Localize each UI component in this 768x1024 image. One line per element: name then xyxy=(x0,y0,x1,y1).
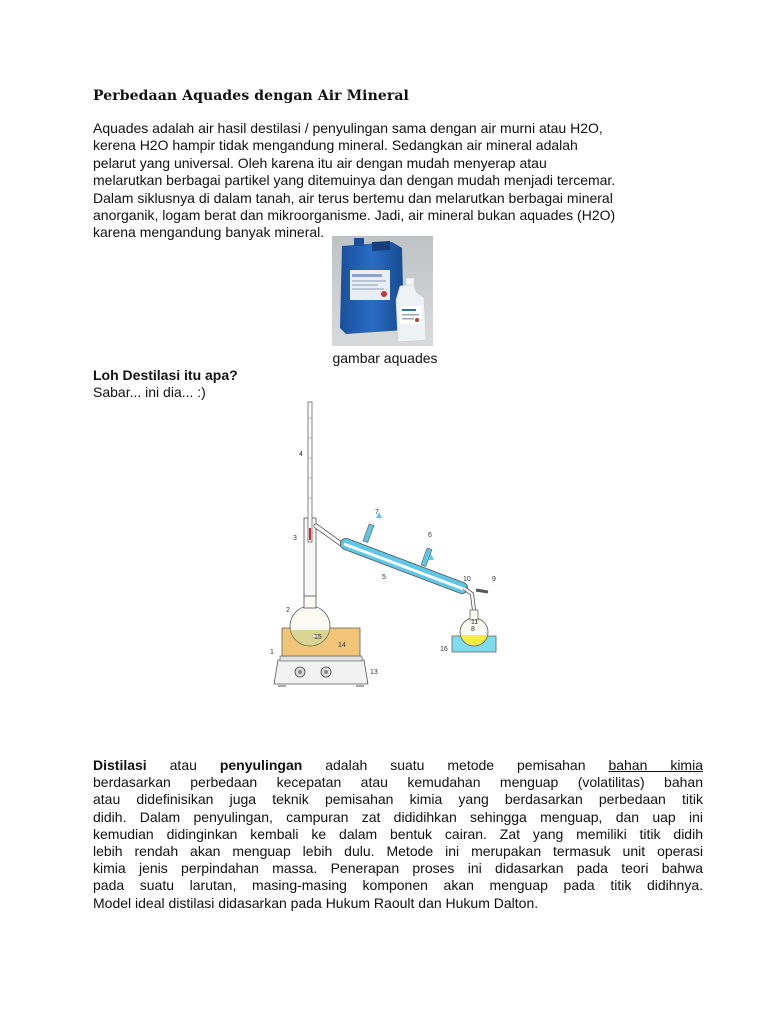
svg-text:1: 1 xyxy=(270,649,274,656)
paragraph-line: karena mengandung banyak mineral. xyxy=(93,224,325,241)
paragraph-distilasi xyxy=(93,757,703,912)
svg-text:2: 2 xyxy=(286,607,290,614)
caption-text: gambar aquades xyxy=(332,350,438,366)
paragraph-line: pada suatu larutan, masing-masing komponen akan menguap pada titik didihnya. xyxy=(93,877,703,894)
image-caption xyxy=(0,350,768,366)
svg-text:7: 7 xyxy=(375,509,379,516)
condenser-icon xyxy=(344,512,466,590)
paragraph-line: kimia jenis perpindahan massa. Penerapan proses ini didasarkan pada teori bahwa xyxy=(93,860,703,877)
section-heading: Loh Destilasi itu apa? xyxy=(93,367,238,383)
svg-text:6: 6 xyxy=(428,532,432,539)
paragraph-line: atau didefinisikan juga teknik pemisahan kimia yang berdasarkan perbedaan titik xyxy=(93,791,703,808)
line1-text: adalah suatu metode pemisahan xyxy=(325,757,586,773)
word-atau: atau xyxy=(169,757,197,773)
distillation-diagram xyxy=(266,398,516,690)
svg-text:3: 3 xyxy=(293,535,297,542)
paragraph-line: Dalam siklusnya di dalam tanah, air terus bertemu dan melarutkan berbagai mineral xyxy=(93,189,613,206)
document-title: Perbedaan Aquades dengan Air Mineral xyxy=(93,88,409,104)
svg-text:9: 9 xyxy=(492,576,496,583)
svg-text:13: 13 xyxy=(370,669,378,676)
svg-text:14: 14 xyxy=(338,642,346,649)
paragraph-line: lebih rendah akan menguap lebih dulu. Metode ini merupakan termasuk unit operasi xyxy=(93,843,703,860)
paragraph-line xyxy=(93,757,703,774)
svg-text:10: 10 xyxy=(463,576,471,583)
paragraph-aquades xyxy=(93,120,683,242)
paragraph-line: didih. Dalam penyulingan, campuran zat dididihkan sehingga menguap, dan uap ini xyxy=(93,808,703,825)
paragraph-line: pelarut yang universal. Oleh karena itu air dengan mudah menyerap atau xyxy=(93,154,547,171)
section-subheading: Sabar... ini dia... :) xyxy=(93,384,206,400)
term-distilasi: Distilasi xyxy=(93,757,147,773)
paragraph-line: kemudian didinginkan kembali ke dalam bentuk cairan. Zat yang memiliki titik didih xyxy=(93,825,703,842)
svg-text:8: 8 xyxy=(471,626,475,633)
paragraph-line: melarutkan berbagai partikel yang ditemuinya dan dengan mudah menjadi tercemar. xyxy=(93,172,616,189)
paragraph-line: kerena H2O hampir tidak mengandung mineral. Sedangkan air mineral adalah xyxy=(93,137,578,154)
paragraph-line: Model ideal distilasi didasarkan pada Hukum Raoult dan Hukum Dalton. xyxy=(93,894,539,911)
svg-text:16: 16 xyxy=(440,646,448,653)
paragraph-line: berdasarkan perbedaan kecepatan atau kemudahan menguap (volatilitas) bahan xyxy=(93,774,703,791)
paragraph-line: anorganik, logam berat dan mikroorganisme. Jadi, air mineral bukan aquades (H2O) xyxy=(93,207,616,224)
term-penyulingan: penyulingan xyxy=(219,757,303,773)
link-bahan-kimia[interactable]: bahan kimia xyxy=(608,757,703,773)
boiling-flask-icon xyxy=(290,594,330,646)
svg-text:11: 11 xyxy=(471,619,479,626)
svg-text:4: 4 xyxy=(299,451,303,458)
paragraph-line: Aquades adalah air hasil destilasi / penyulingan sama dengan air murni atau H2O, xyxy=(93,120,603,136)
svg-text:5: 5 xyxy=(382,574,386,581)
thermometer-icon xyxy=(308,402,312,542)
hotplate-icon xyxy=(274,656,368,686)
svg-text:15: 15 xyxy=(314,634,322,641)
aquades-photo xyxy=(332,236,433,346)
